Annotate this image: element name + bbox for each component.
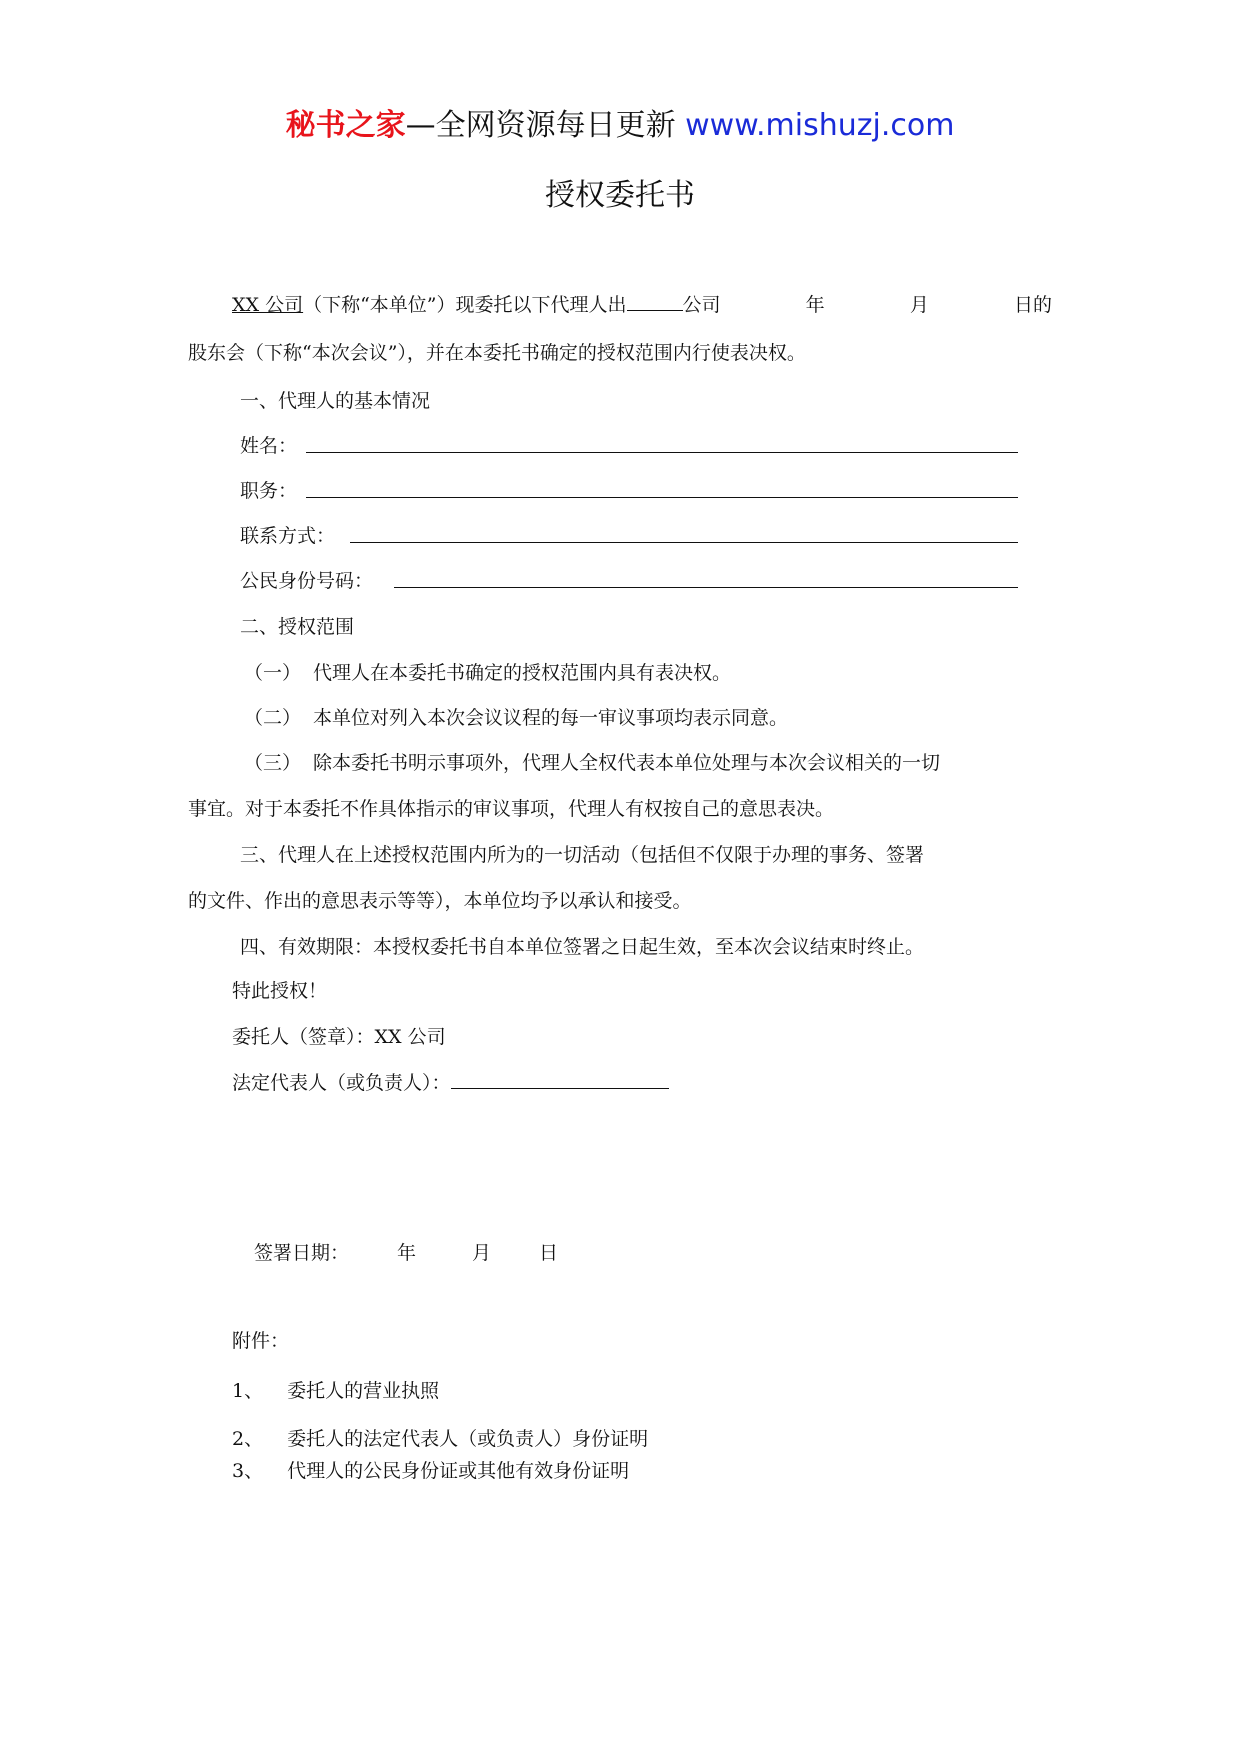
intro-year: 年 [805, 294, 825, 316]
field-contact-line[interactable] [350, 542, 1018, 543]
scope-item-3-cont: 事宜。对于本委托不作具体指示的审议事项，代理人有权按自己的意思表决。 [188, 798, 835, 820]
legal-rep-label: 法定代表人（或负责人）： [232, 1072, 451, 1094]
section2-heading: 二、授权范围 [240, 616, 355, 638]
scope-item-2-text: 本单位对列入本次会议议程的每一审议事项均表示同意。 [313, 707, 789, 729]
scope-item-1 [244, 658, 731, 685]
section1-heading: 一、代理人的基本情况 [240, 390, 431, 412]
intro-line-1 [232, 290, 1052, 314]
intro-text-a: （下称“本单位”）现委托以下代理人出 [303, 294, 627, 316]
scope-item-1-num: （一） [244, 662, 302, 684]
field-id-label: 公民身份号码： [240, 570, 374, 592]
sign-date-month: 月 [472, 1242, 492, 1264]
intro-line-2: 股东会（下称“本次会议”），并在本委托书确定的授权范围内行使表决权。 [188, 342, 806, 364]
section4-text: 四、有效期限：本授权委托书自本单位签署之日起生效，至本次会议结束时终止。 [240, 936, 925, 958]
meeting-company-blank[interactable] [627, 291, 683, 311]
scope-item-3-text: 除本委托书明示事项外，代理人全权代表本单位处理与本次会议相关的一切 [313, 752, 941, 774]
intro-day: 日的 [1013, 294, 1052, 316]
section3-line-1: 三、代理人在上述授权范围内所为的一切活动（包括但不仅限于办理的事务、签署 [240, 844, 925, 866]
intro-text-b: 公司 [682, 294, 721, 316]
scope-item-3 [244, 748, 940, 775]
attachment-text: 委托人的法定代表人（或负责人）身份证明 [287, 1428, 649, 1450]
brand-name: 秘书之家 [285, 108, 406, 143]
document-title: 授权委托书 [545, 178, 695, 213]
attachment-num: 3、 [232, 1460, 264, 1482]
sign-date-year: 年 [397, 1242, 417, 1264]
scope-item-1-text: 代理人在本委托书确定的授权范围内具有表决权。 [313, 662, 732, 684]
sign-date-label: 签署日期： [254, 1242, 350, 1264]
section3-line-2: 的文件、作出的意思表示等等），本单位均予以承认和接受。 [188, 890, 692, 912]
scope-item-3-num: （三） [244, 752, 302, 774]
field-id-line[interactable] [394, 587, 1018, 588]
attachment-item [232, 1456, 629, 1483]
attachment-item [232, 1424, 648, 1451]
closing-special: 特此授权！ [232, 980, 328, 1002]
intro-company: XX 公司 [232, 294, 304, 316]
intro-lead [232, 290, 721, 317]
attachment-num: 1、 [232, 1380, 264, 1402]
attachments-label: 附件： [232, 1330, 290, 1352]
field-position-line[interactable] [306, 497, 1018, 498]
scope-item-2-num: （二） [244, 707, 302, 729]
banner-url[interactable]: www.mishuzj.com [685, 108, 955, 143]
scope-item-2 [244, 703, 788, 730]
legal-rep-line [232, 1068, 669, 1095]
field-position-label: 职务： [240, 480, 298, 502]
field-name-label: 姓名： [240, 435, 298, 457]
principal-signature: 委托人（签章）：XX 公司 [232, 1026, 446, 1048]
attachment-num: 2、 [232, 1428, 264, 1450]
field-contact-label: 联系方式： [240, 525, 336, 547]
sign-date-day: 日 [539, 1242, 559, 1264]
site-banner [0, 100, 1240, 144]
field-name-line[interactable] [306, 452, 1018, 453]
attachment-text: 委托人的营业执照 [287, 1380, 440, 1402]
legal-rep-blank[interactable] [451, 1069, 669, 1089]
intro-month: 月 [909, 294, 929, 316]
banner-tagline: —全网资源每日更新 [405, 108, 686, 143]
sign-date [254, 1238, 558, 1265]
attachment-item [232, 1376, 439, 1403]
attachment-text: 代理人的公民身份证或其他有效身份证明 [287, 1460, 630, 1482]
